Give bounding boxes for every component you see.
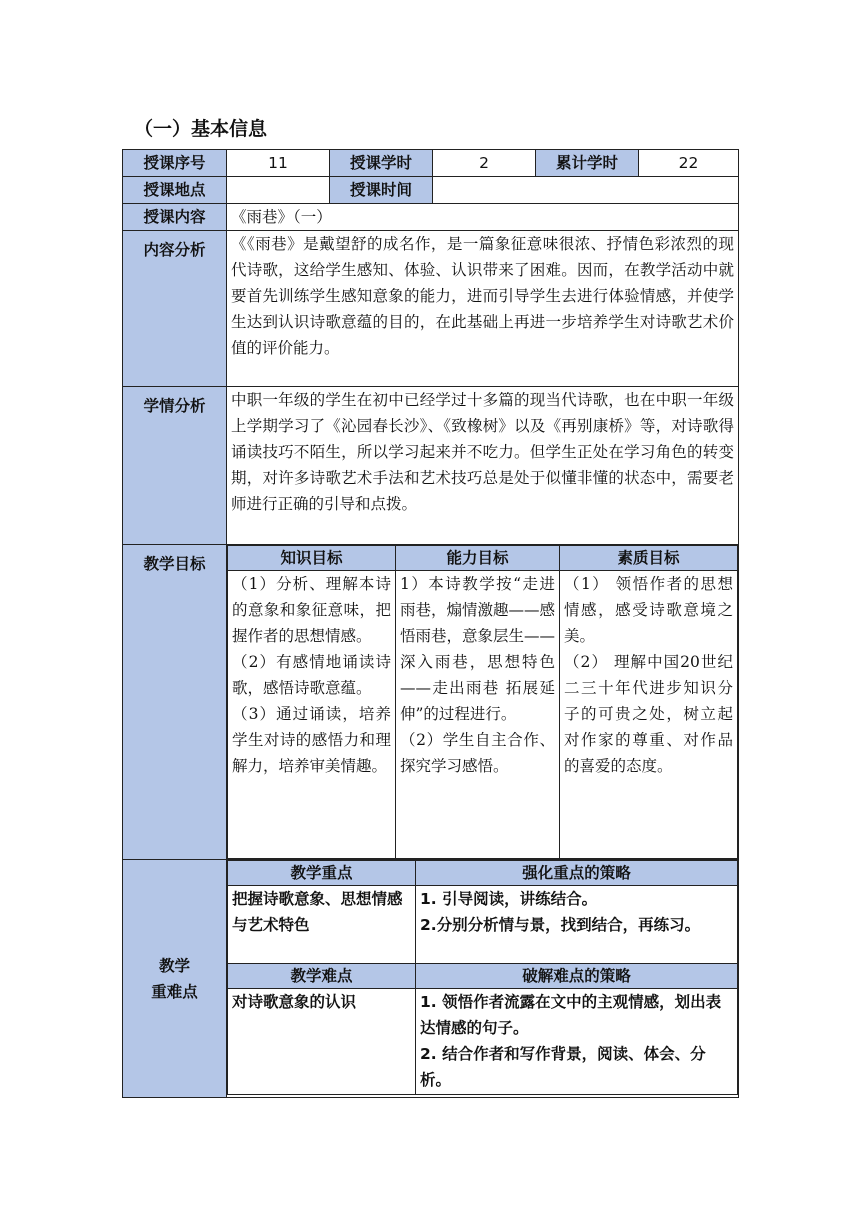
basic-info-table [122,149,739,1098]
label-total-hours: 累计学时 [536,150,639,177]
label-content: 授课内容 [123,204,227,231]
difficulty-strategy-1: 1. 领悟作者流露在文中的主观情感，划出表达情感的句子。 [420,993,722,1037]
difficulty-strategy-2: 2. 结合作者和写作背景，阅读、体会、分析。 [420,1045,706,1089]
quality-goals [560,571,738,859]
value-lesson-number: 11 [227,150,330,177]
focus-text: 把握诗歌意象、思想情感与艺术特色 [228,886,416,964]
value-content: 《雨巷》（一） [227,204,739,231]
knowledge-goal-3: （3）通过诵读，培养学生对诗的感悟力和理解力，培养审美情趣。 [232,705,391,775]
value-total-hours: 22 [639,150,739,177]
ability-goal-1: 1）本诗教学按“走进雨巷，煽情激趣——感悟雨巷，意象层生——深入雨巷，思想特色——走出雨巷 拓展延伸”的过程进行。 [400,575,556,723]
knowledge-goal-1: （1）分析、理解本诗的意象和象征意味，把握作者的思想情感。 [232,575,391,645]
value-lesson-hours: 2 [433,150,536,177]
label-content-analysis: 内容分析 [123,231,227,387]
value-time [433,177,739,204]
focus-strategy-2: 2.分别分析情与景，找到结合，再练习。 [420,916,701,934]
difficulty-strategy-head: 破解难点的策略 [416,964,738,989]
key-points-cell [227,860,739,1098]
label-time: 授课时间 [330,177,433,204]
label-student-analysis: 学情分析 [123,387,227,545]
quality-goal-2: （2） 理解中国20世纪二三十年代进步知识分子的可贵之处，树立起对作家的尊重、对作品的喜爱的态度。 [564,653,733,775]
focus-strategy-1: 1. 引导阅读，讲练结合。 [420,890,598,908]
ability-goal-head: 能力目标 [396,546,560,571]
label-location: 授课地点 [123,177,227,204]
difficulty-strategies [416,989,738,1095]
key-points-label-line1: 教学 [158,956,190,975]
label-key-points [123,860,227,1098]
section-title: （一）基本信息 [134,118,268,140]
focus-strategy-head: 强化重点的策略 [416,861,738,886]
key-points-table [227,860,738,1095]
knowledge-goals [228,571,396,859]
ability-goals [396,571,560,859]
quality-goal-1: （1） 领悟作者的思想情感，感受诗歌意境之美。 [564,575,733,645]
label-lesson-hours: 授课学时 [330,150,433,177]
label-lesson-number: 授课序号 [123,150,227,177]
quality-goal-head: 素质目标 [560,546,738,571]
value-location [227,177,330,204]
knowledge-goal-head: 知识目标 [228,546,396,571]
difficulty-head: 教学难点 [228,964,416,989]
content-analysis-text: 《《雨巷》是戴望舒的成名作，是一篇象征意味很浓、抒情色彩浓烈的现代诗歌，这给学生感知、体验、认识带来了困难。因而，在教学活动中就要首先训练学生感知意象的能力，进而引导学生去进行体验情感，并使学生达到认识诗歌意蕴的目的，在此基础上再进一步培养学生对诗歌艺术价值的评价能力。 [227,231,739,387]
knowledge-goal-2: （2）有感情地诵读诗歌，感悟诗歌意蕴。 [232,653,391,697]
student-analysis-text: 中职一年级的学生在初中已经学过十多篇的现当代诗歌，也在中职一年级上学期学习了《沁园春长沙》、《致橡树》以及《再别康桥》等，对诗歌得诵读技巧不陌生，所以学习起来并不吃力。但学生正处在学习角色的转变期，对许多诗歌艺术手法和艺术技巧总是处于似懂非懂的状态中，需要老师进行正确的引导和点拨。 [227,387,739,545]
focus-strategies [416,886,738,964]
difficulty-text: 对诗歌意象的认识 [228,989,416,1095]
goals-table [227,545,738,859]
ability-goal-2: （2）学生自主合作、探究学习感悟。 [400,731,555,775]
focus-head: 教学重点 [228,861,416,886]
goals-cell [227,545,739,860]
label-teaching-goals: 教学目标 [123,545,227,860]
key-points-label-line2: 重难点 [151,982,198,1001]
